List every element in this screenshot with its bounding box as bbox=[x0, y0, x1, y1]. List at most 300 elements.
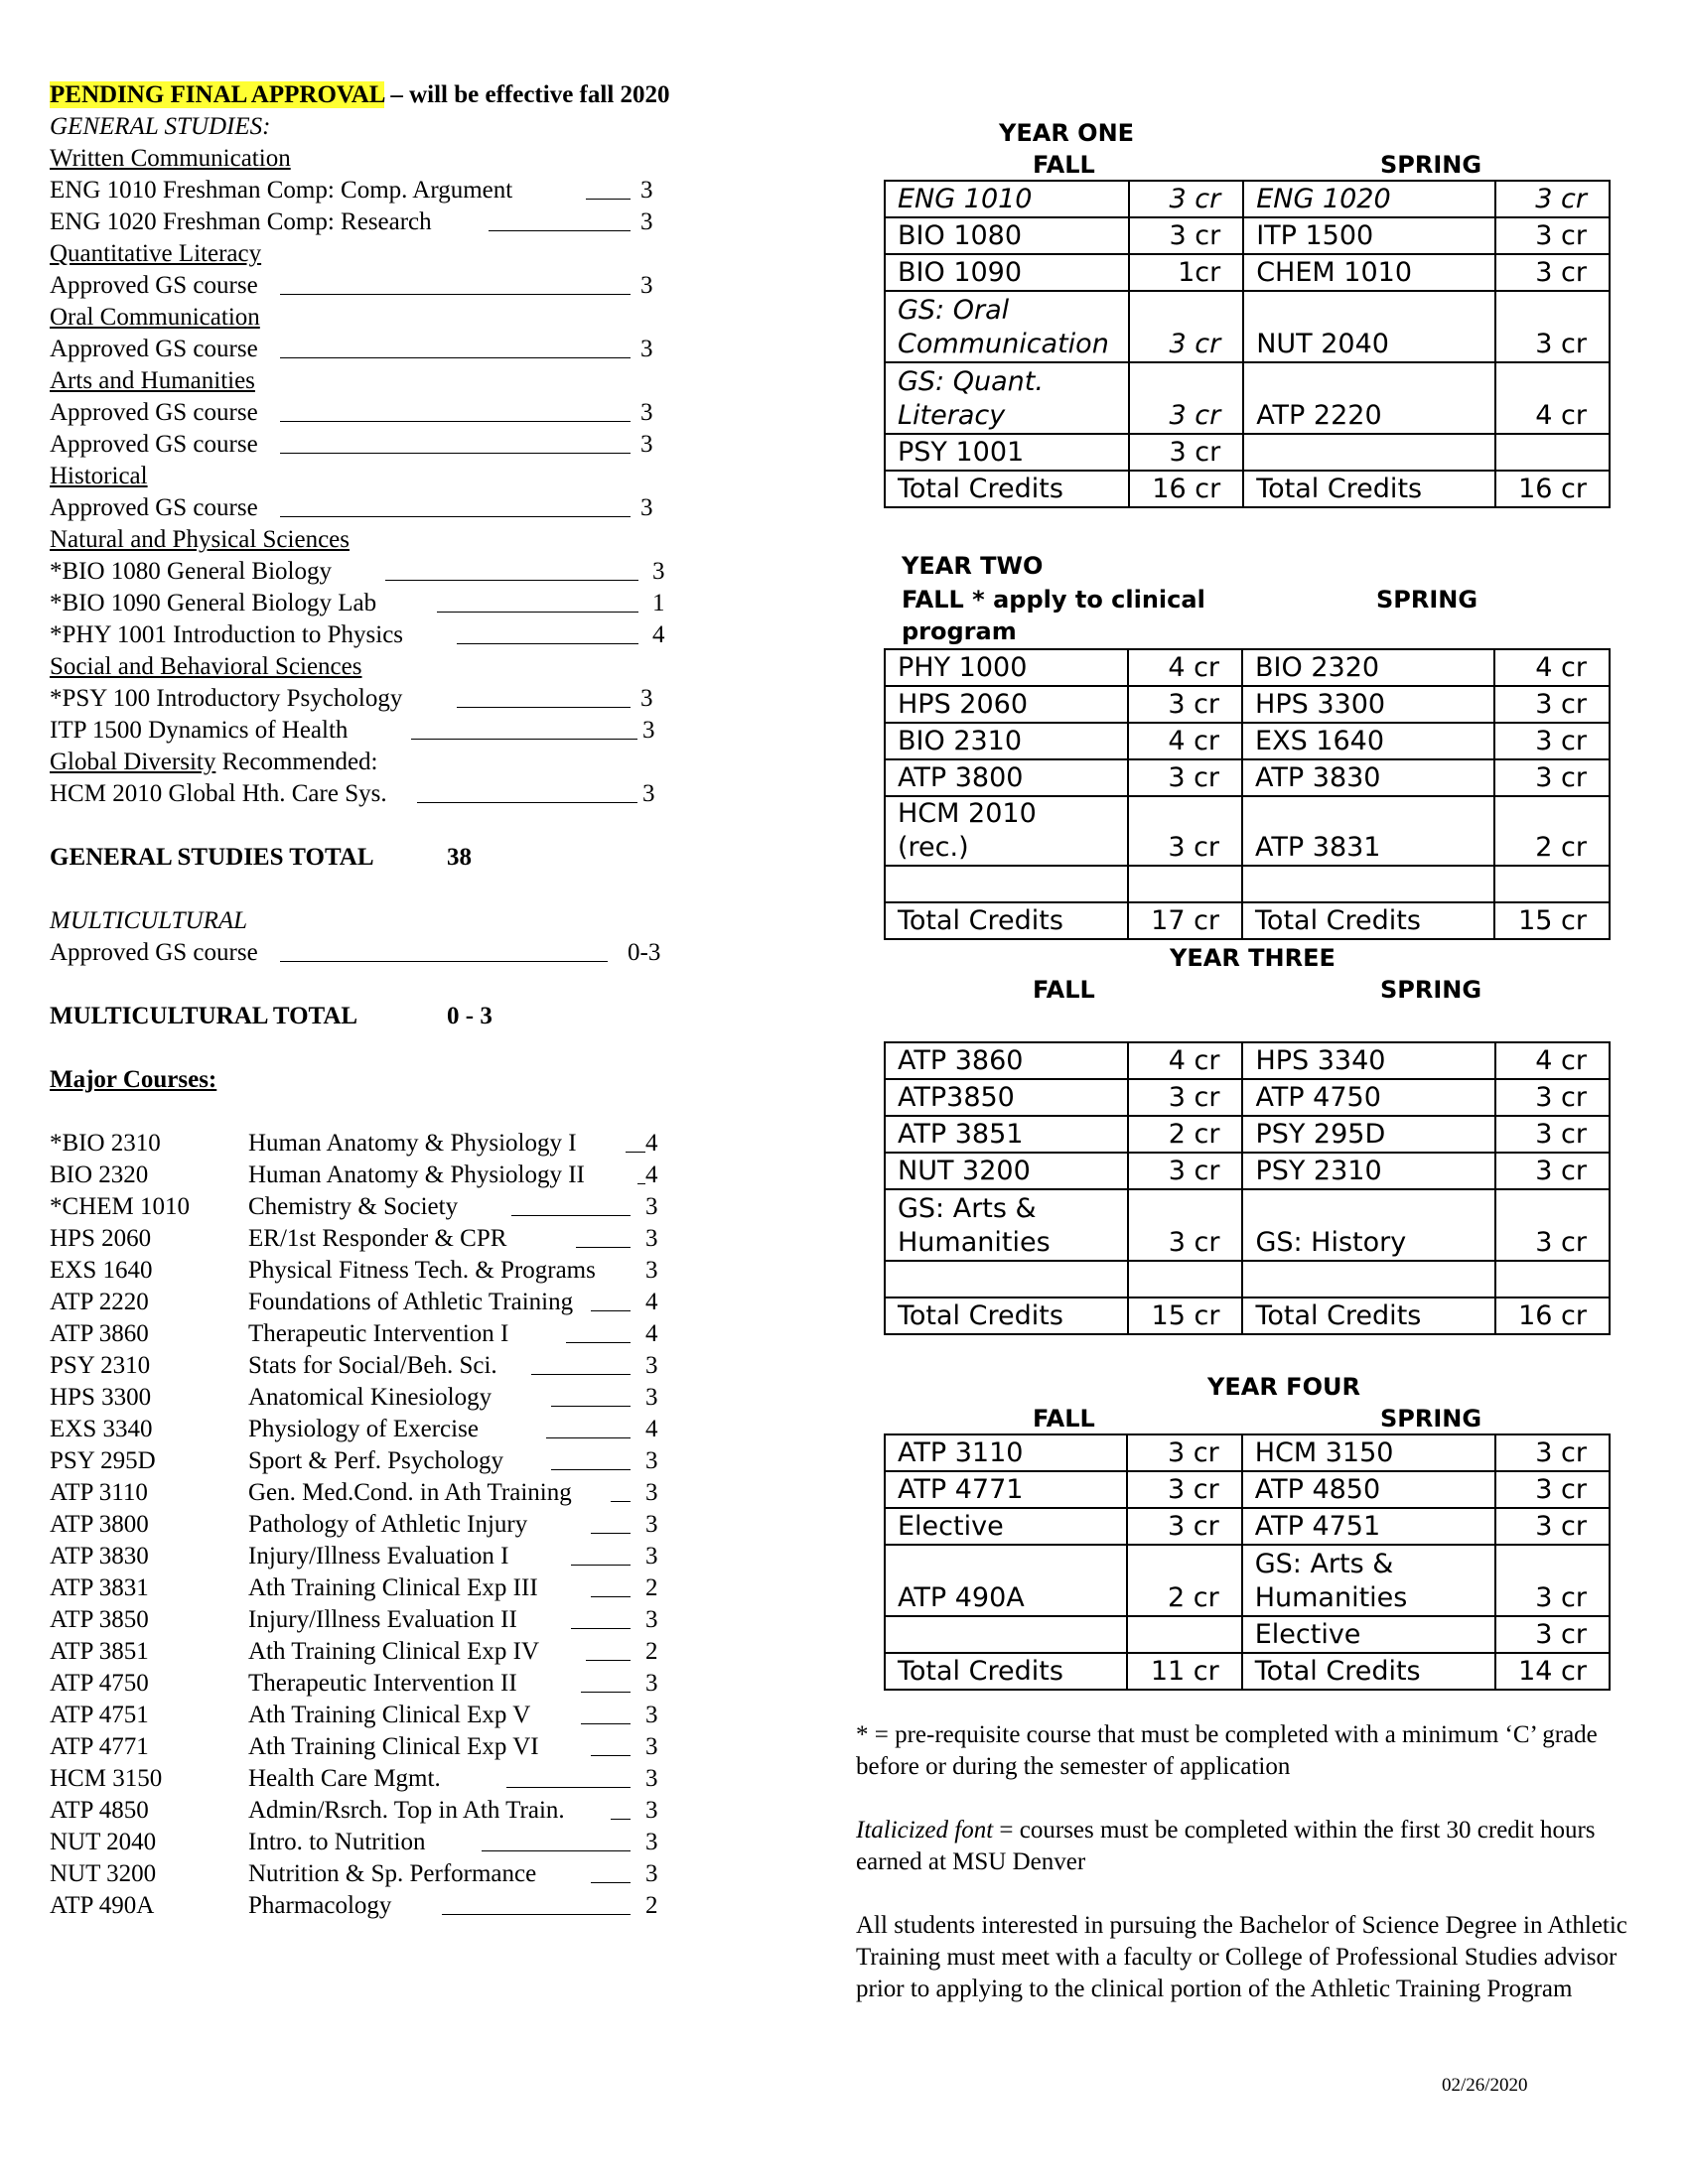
table-cell: 4 cr bbox=[1128, 723, 1242, 759]
course-code: HPS 2060 bbox=[50, 1225, 152, 1252]
major-courses-list bbox=[50, 1128, 685, 1922]
table-cell: ENG 1020 bbox=[1243, 181, 1495, 217]
course-credit: 3 bbox=[645, 1829, 658, 1855]
table-row bbox=[885, 1471, 1610, 1508]
year-one-spring-label: SPRING bbox=[1380, 151, 1482, 179]
table-cell: 3 cr bbox=[1128, 1189, 1242, 1261]
table-cell: 3 cr bbox=[1129, 217, 1243, 254]
table-row bbox=[885, 362, 1610, 434]
gs-course-name: ITP 1500 Dynamics of Health bbox=[50, 717, 349, 744]
table-cell: Elective bbox=[1242, 1616, 1495, 1653]
table-cell: ATP 4750 bbox=[1242, 1079, 1494, 1116]
major-course-row bbox=[50, 1287, 685, 1318]
table-cell bbox=[1128, 866, 1242, 902]
total-row bbox=[885, 1653, 1610, 1690]
year-one-title: YEAR ONE bbox=[999, 119, 1135, 147]
course-code: ATP 4850 bbox=[50, 1797, 149, 1824]
gs-course-name: *PSY 100 Introductory Psychology bbox=[50, 685, 403, 712]
gs-category-label: Arts and Humanities bbox=[50, 367, 255, 394]
course-title: Ath Training Clinical Exp VI bbox=[248, 1733, 539, 1760]
course-code: ATP 3830 bbox=[50, 1543, 149, 1570]
gs-category-label: Written Communication bbox=[50, 145, 291, 172]
year-two-spring-label: SPRING bbox=[1376, 586, 1478, 614]
course-credit: 4 bbox=[645, 1130, 658, 1157]
course-code: HPS 3300 bbox=[50, 1384, 152, 1411]
table-cell: HCM 2010 (rec.) bbox=[885, 796, 1128, 866]
prerequisite-note: * = pre-requisite course that must be completed with a minimum ‘C’ grade before or during the semester of application bbox=[856, 1721, 1598, 1780]
total-value: 0 - 3 bbox=[447, 1003, 492, 1029]
course-title: Physical Fitness Tech. & Programs bbox=[248, 1257, 596, 1284]
gs-course-row bbox=[50, 715, 665, 747]
gs-course-name: *PHY 1001 Introduction to Physics bbox=[50, 621, 404, 648]
table-cell: 3 cr bbox=[1129, 181, 1243, 217]
italic-font-text: = courses must be completed within the first 30 credit hours earned at MSU Denver bbox=[856, 1817, 1596, 1875]
course-code: HCM 3150 bbox=[50, 1765, 163, 1792]
course-credit: 3 bbox=[645, 1860, 658, 1887]
course-title: Therapeutic Intervention II bbox=[248, 1670, 517, 1697]
course-title: Pharmacology bbox=[248, 1892, 392, 1919]
table-cell: 3 cr bbox=[1127, 1508, 1241, 1545]
course-code: PSY 2310 bbox=[50, 1352, 151, 1379]
year-four-title: YEAR FOUR bbox=[1207, 1373, 1360, 1401]
table-cell: BIO 1080 bbox=[885, 217, 1129, 254]
table-cell: 3 cr bbox=[1495, 1434, 1610, 1471]
course-credit: 3 bbox=[645, 1733, 658, 1760]
document-date: 02/26/2020 bbox=[1442, 2075, 1528, 2096]
table-cell: ATP3850 bbox=[885, 1079, 1128, 1116]
gs-course-name: Approved GS course bbox=[50, 272, 258, 299]
table-cell: ATP 4771 bbox=[885, 1471, 1127, 1508]
year-two-title: YEAR TWO bbox=[902, 552, 1044, 580]
table-cell: 3 cr bbox=[1129, 291, 1243, 362]
gs-course-row bbox=[50, 588, 665, 619]
year-four-fall-label: FALL bbox=[1033, 1405, 1095, 1433]
course-credit: 2 bbox=[645, 1892, 658, 1919]
course-code: ATP 4751 bbox=[50, 1702, 149, 1728]
table-cell: ATP 4751 bbox=[1242, 1508, 1495, 1545]
table-cell: Elective bbox=[885, 1508, 1127, 1545]
major-course-row bbox=[50, 1858, 685, 1890]
year-three-fall-label: FALL bbox=[1033, 976, 1095, 1004]
course-code: EXS 3340 bbox=[50, 1416, 153, 1442]
course-title: Human Anatomy & Physiology I bbox=[248, 1130, 577, 1157]
table-cell bbox=[885, 866, 1128, 902]
table-cell: 3 cr bbox=[1129, 362, 1243, 434]
major-course-row bbox=[50, 1890, 685, 1922]
table-cell: GS: Oral Communication bbox=[885, 291, 1129, 362]
table-cell: 3 cr bbox=[1494, 686, 1610, 723]
total-row bbox=[885, 471, 1610, 507]
table-cell: ATP 490A bbox=[885, 1545, 1127, 1616]
table-cell bbox=[1242, 1261, 1494, 1297]
gs-course-credit: 3 bbox=[640, 431, 653, 458]
gs-course-credit: 3 bbox=[640, 272, 653, 299]
table-cell bbox=[1495, 1261, 1610, 1297]
course-credit: 3 bbox=[645, 1352, 658, 1379]
course-title: Therapeutic Intervention I bbox=[248, 1320, 509, 1347]
course-code: NUT 2040 bbox=[50, 1829, 157, 1855]
table-cell: CHEM 1010 bbox=[1243, 254, 1495, 291]
table-cell: 3 cr bbox=[1495, 1116, 1610, 1153]
table-row bbox=[885, 1116, 1610, 1153]
course-code: ATP 3110 bbox=[50, 1479, 148, 1506]
table-cell: Total Credits bbox=[885, 1297, 1128, 1334]
table-cell: ITP 1500 bbox=[1243, 217, 1495, 254]
gs-course-row bbox=[50, 429, 665, 461]
table-row bbox=[885, 1508, 1610, 1545]
table-cell: PHY 1000 bbox=[885, 649, 1128, 686]
table-cell bbox=[885, 1261, 1128, 1297]
table-row bbox=[885, 1261, 1610, 1297]
gs-course-row bbox=[50, 206, 665, 238]
year-two-table bbox=[884, 648, 1611, 940]
course-credit: 3 bbox=[645, 1384, 658, 1411]
table-cell: NUT 3200 bbox=[885, 1153, 1128, 1189]
gs-category-label: Oral Communication bbox=[50, 304, 260, 331]
multicultural-course-row bbox=[50, 937, 665, 969]
table-row bbox=[885, 723, 1610, 759]
course-title: Foundations of Athletic Training bbox=[248, 1289, 574, 1315]
gs-course-credit: 4 bbox=[652, 621, 665, 648]
gs-category-label: Social and Behavioral Sciences bbox=[50, 653, 362, 680]
table-cell: Total Credits bbox=[1242, 1653, 1495, 1690]
table-cell: Total Credits bbox=[885, 471, 1129, 507]
major-course-row bbox=[50, 1191, 685, 1223]
table-cell: HPS 3300 bbox=[1242, 686, 1494, 723]
table-cell: GS: Arts & Humanities bbox=[1242, 1545, 1495, 1616]
major-course-row bbox=[50, 1636, 685, 1668]
course-code: BIO 2320 bbox=[50, 1161, 149, 1188]
course-code: *BIO 2310 bbox=[50, 1130, 161, 1157]
major-course-row bbox=[50, 1509, 685, 1541]
gs-course-name: Approved GS course bbox=[50, 336, 258, 362]
multicultural-total bbox=[50, 1001, 685, 1032]
course-title: ER/1st Responder & CPR bbox=[248, 1225, 507, 1252]
table-cell: ATP 3830 bbox=[1242, 759, 1494, 796]
table-cell: HCM 3150 bbox=[1242, 1434, 1495, 1471]
course-title: Sport & Perf. Psychology bbox=[248, 1447, 503, 1474]
gs-course-name: Approved GS course bbox=[50, 494, 258, 521]
course-code: ATP 3860 bbox=[50, 1320, 149, 1347]
gs-course-credit: 1 bbox=[652, 590, 665, 616]
gs-course-credit: 3 bbox=[640, 685, 653, 712]
table-cell: 2 cr bbox=[1494, 796, 1610, 866]
course-title: Nutrition & Sp. Performance bbox=[248, 1860, 537, 1887]
table-cell: 3 cr bbox=[1495, 254, 1610, 291]
major-courses-heading: Major Courses: bbox=[50, 1066, 217, 1093]
table-cell: 3 cr bbox=[1127, 1471, 1241, 1508]
table-cell: 15 cr bbox=[1128, 1297, 1242, 1334]
advisor-note: All students interested in pursuing the Bachelor of Science Degree in Athletic Training must meet with a faculty or College of Professional Studies advisor prior to applying to the clinical portion of the Athletic Training Program bbox=[856, 1912, 1627, 2002]
major-course-row bbox=[50, 1795, 685, 1827]
table-cell: 3 cr bbox=[1495, 1153, 1610, 1189]
course-code: ATP 3831 bbox=[50, 1574, 149, 1601]
total-label: MULTICULTURAL TOTAL bbox=[50, 1003, 358, 1029]
table-cell: PSY 295D bbox=[1242, 1116, 1494, 1153]
course-title: Admin/Rsrch. Top in Ath Train. bbox=[248, 1797, 565, 1824]
table-cell: 3 cr bbox=[1128, 759, 1242, 796]
gs-course-credit: 3 bbox=[640, 336, 653, 362]
gs-course-row bbox=[50, 619, 665, 651]
table-cell: HPS 2060 bbox=[885, 686, 1128, 723]
course-code: ATP 3800 bbox=[50, 1511, 149, 1538]
course-title: Health Care Mgmt. bbox=[248, 1765, 441, 1792]
table-cell: ATP 3110 bbox=[885, 1434, 1127, 1471]
table-cell: 16 cr bbox=[1129, 471, 1243, 507]
table-cell: HPS 3340 bbox=[1242, 1042, 1494, 1079]
table-cell: GS: History bbox=[1242, 1189, 1494, 1261]
year-three-title: YEAR THREE bbox=[1170, 944, 1336, 972]
course-credit: 3 bbox=[645, 1225, 658, 1252]
course-title: Ath Training Clinical Exp IV bbox=[248, 1638, 540, 1665]
course-credit: 4 bbox=[645, 1161, 658, 1188]
table-cell: 3 cr bbox=[1495, 1616, 1610, 1653]
table-cell: Total Credits bbox=[1242, 1297, 1494, 1334]
table-cell: ATP 3851 bbox=[885, 1116, 1128, 1153]
gs-category-label: Historical bbox=[50, 463, 148, 489]
course-title: Physiology of Exercise bbox=[248, 1416, 479, 1442]
course-title: Pathology of Athletic Injury bbox=[248, 1511, 528, 1538]
major-course-row bbox=[50, 1604, 685, 1636]
table-cell: ATP 3800 bbox=[885, 759, 1128, 796]
gs-course-credit: 3 bbox=[642, 717, 655, 744]
table-cell: ENG 1010 bbox=[885, 181, 1129, 217]
major-course-row bbox=[50, 1700, 685, 1731]
table-cell: 1cr bbox=[1129, 254, 1243, 291]
table-cell: 3 cr bbox=[1129, 434, 1243, 471]
gs-course-credit: 0-3 bbox=[628, 939, 661, 966]
table-cell: 11 cr bbox=[1127, 1653, 1241, 1690]
major-course-row bbox=[50, 1763, 685, 1795]
table-cell: EXS 1640 bbox=[1242, 723, 1494, 759]
course-code: ATP 4750 bbox=[50, 1670, 149, 1697]
table-cell: 4 cr bbox=[1495, 362, 1610, 434]
gs-course-row bbox=[50, 683, 665, 715]
table-cell: 3 cr bbox=[1494, 759, 1610, 796]
gs-category-label: Global Diversity bbox=[50, 749, 216, 775]
course-credit: 3 bbox=[645, 1670, 658, 1697]
table-cell: 3 cr bbox=[1495, 1508, 1610, 1545]
table-cell: GS: Arts & Humanities bbox=[885, 1189, 1128, 1261]
course-credit: 3 bbox=[645, 1257, 658, 1284]
table-cell: 3 cr bbox=[1495, 1079, 1610, 1116]
course-credit: 2 bbox=[645, 1638, 658, 1665]
table-cell bbox=[1128, 1261, 1242, 1297]
course-code: NUT 3200 bbox=[50, 1860, 157, 1887]
table-cell: ATP 3831 bbox=[1242, 796, 1494, 866]
table-cell: 4 cr bbox=[1494, 649, 1610, 686]
table-cell bbox=[885, 1616, 1127, 1653]
gs-course-credit: 3 bbox=[640, 208, 653, 235]
course-credit: 3 bbox=[645, 1511, 658, 1538]
course-code: ATP 3851 bbox=[50, 1638, 149, 1665]
gs-course-credit: 3 bbox=[640, 399, 653, 426]
gs-category-label: Natural and Physical Sciences bbox=[50, 526, 350, 553]
general-studies-heading: GENERAL STUDIES: bbox=[50, 113, 271, 140]
gs-category-label: Quantitative Literacy bbox=[50, 240, 262, 267]
total-label: GENERAL STUDIES TOTAL bbox=[50, 844, 374, 871]
table-cell: 3 cr bbox=[1128, 686, 1242, 723]
table-cell bbox=[1243, 434, 1495, 471]
major-course-row bbox=[50, 1477, 685, 1509]
course-code: ATP 4771 bbox=[50, 1733, 149, 1760]
table-cell: 3 cr bbox=[1495, 217, 1610, 254]
table-cell: Total Credits bbox=[885, 902, 1128, 939]
course-credit: 3 bbox=[645, 1193, 658, 1220]
table-row bbox=[885, 1079, 1610, 1116]
table-cell: 2 cr bbox=[1128, 1116, 1242, 1153]
table-cell: 4 cr bbox=[1495, 1042, 1610, 1079]
year-one-table bbox=[884, 180, 1611, 508]
table-cell: 4 cr bbox=[1128, 649, 1242, 686]
table-row bbox=[885, 1189, 1610, 1261]
table-row bbox=[885, 1042, 1610, 1079]
gs-course-name: *BIO 1080 General Biology bbox=[50, 558, 332, 585]
multicultural-heading: MULTICULTURAL bbox=[50, 907, 248, 934]
table-cell: Total Credits bbox=[885, 1653, 1127, 1690]
pending-approval-label: PENDING FINAL APPROVAL bbox=[50, 81, 385, 108]
course-title: Ath Training Clinical Exp III bbox=[248, 1574, 538, 1601]
course-code: ATP 2220 bbox=[50, 1289, 149, 1315]
major-course-row bbox=[50, 1541, 685, 1572]
table-cell: 15 cr bbox=[1494, 902, 1610, 939]
course-code: ATP 3850 bbox=[50, 1606, 149, 1633]
course-title: Intro. to Nutrition bbox=[248, 1829, 426, 1855]
table-cell: 2 cr bbox=[1127, 1545, 1241, 1616]
course-title: Ath Training Clinical Exp V bbox=[248, 1702, 531, 1728]
gs-course-credit: 3 bbox=[642, 780, 655, 807]
course-credit: 3 bbox=[645, 1479, 658, 1506]
table-cell: GS: Quant. Literacy bbox=[885, 362, 1129, 434]
table-cell: Total Credits bbox=[1242, 902, 1494, 939]
gs-course-name: Approved GS course bbox=[50, 431, 258, 458]
gs-course-credit: 3 bbox=[652, 558, 665, 585]
table-cell: 3 cr bbox=[1495, 1471, 1610, 1508]
gs-course-name: ENG 1010 Freshman Comp: Comp. Argument bbox=[50, 177, 513, 204]
major-course-row bbox=[50, 1350, 685, 1382]
table-cell: 3 cr bbox=[1495, 1189, 1610, 1261]
global-diversity-line bbox=[50, 747, 685, 778]
table-cell: ATP 3860 bbox=[885, 1042, 1128, 1079]
major-course-row bbox=[50, 1827, 685, 1858]
course-title: Injury/Illness Evaluation I bbox=[248, 1543, 509, 1570]
table-cell: Total Credits bbox=[1243, 471, 1495, 507]
course-credit: 3 bbox=[645, 1797, 658, 1824]
table-row bbox=[885, 434, 1610, 471]
table-cell: ATP 2220 bbox=[1243, 362, 1495, 434]
table-cell: 3 cr bbox=[1495, 291, 1610, 362]
table-row bbox=[885, 1153, 1610, 1189]
major-course-row bbox=[50, 1445, 685, 1477]
course-title: Anatomical Kinesiology bbox=[248, 1384, 492, 1411]
table-cell: BIO 2310 bbox=[885, 723, 1128, 759]
gs-course-row bbox=[50, 270, 665, 302]
year-three-table bbox=[884, 1041, 1611, 1335]
table-cell: 3 cr bbox=[1494, 723, 1610, 759]
gs-course-name: Approved GS course bbox=[50, 939, 258, 966]
general-studies-list bbox=[50, 143, 685, 810]
major-course-row bbox=[50, 1382, 685, 1414]
total-value: 38 bbox=[447, 844, 472, 871]
table-row bbox=[885, 181, 1610, 217]
table-cell: 16 cr bbox=[1495, 1297, 1610, 1334]
table-cell bbox=[1494, 866, 1610, 902]
course-credit: 2 bbox=[645, 1574, 658, 1601]
major-course-row bbox=[50, 1255, 685, 1287]
general-studies-total bbox=[50, 842, 685, 874]
effective-note: – will be effective fall 2020 bbox=[384, 81, 670, 108]
major-course-row bbox=[50, 1160, 685, 1191]
total-row bbox=[885, 902, 1610, 939]
gs-course-name: Approved GS course bbox=[50, 399, 258, 426]
gs-course-row bbox=[50, 397, 665, 429]
table-cell: 3 cr bbox=[1128, 1153, 1242, 1189]
table-cell: 3 cr bbox=[1128, 1079, 1242, 1116]
table-cell: 3 cr bbox=[1495, 181, 1610, 217]
italic-font-note bbox=[856, 1815, 1630, 1878]
course-credit: 4 bbox=[645, 1289, 658, 1315]
approval-banner bbox=[50, 79, 685, 111]
table-cell: BIO 1090 bbox=[885, 254, 1129, 291]
footnotes bbox=[856, 1719, 1630, 2037]
course-title: Stats for Social/Beh. Sci. bbox=[248, 1352, 497, 1379]
course-code: *CHEM 1010 bbox=[50, 1193, 190, 1220]
table-cell: 14 cr bbox=[1495, 1653, 1610, 1690]
table-row bbox=[885, 1434, 1610, 1471]
table-cell: NUT 2040 bbox=[1243, 291, 1495, 362]
course-credit: 3 bbox=[645, 1765, 658, 1792]
table-row bbox=[885, 1616, 1610, 1653]
table-cell: ATP 4850 bbox=[1242, 1471, 1495, 1508]
gs-course-row bbox=[50, 556, 665, 588]
table-row bbox=[885, 686, 1610, 723]
course-title: Chemistry & Society bbox=[248, 1193, 459, 1220]
table-row bbox=[885, 254, 1610, 291]
table-cell bbox=[1495, 434, 1610, 471]
table-cell: 3 cr bbox=[1127, 1434, 1241, 1471]
major-course-row bbox=[50, 1414, 685, 1445]
gs-course-credit: 3 bbox=[640, 177, 653, 204]
table-cell: 4 cr bbox=[1128, 1042, 1242, 1079]
major-course-row bbox=[50, 1318, 685, 1350]
gs-course-name: HCM 2010 Global Hth. Care Sys. bbox=[50, 780, 387, 807]
table-row bbox=[885, 866, 1610, 902]
table-cell: PSY 1001 bbox=[885, 434, 1129, 471]
requirements-column bbox=[50, 79, 685, 1922]
course-credit: 3 bbox=[645, 1447, 658, 1474]
table-row bbox=[885, 649, 1610, 686]
gs-course-row bbox=[50, 492, 665, 524]
course-credit: 3 bbox=[645, 1606, 658, 1633]
table-row bbox=[885, 796, 1610, 866]
table-cell: 3 cr bbox=[1128, 796, 1242, 866]
course-title: Human Anatomy & Physiology II bbox=[248, 1161, 585, 1188]
year-four-table bbox=[884, 1433, 1611, 1691]
major-course-row bbox=[50, 1223, 685, 1255]
course-credit: 4 bbox=[645, 1320, 658, 1347]
course-credit: 3 bbox=[645, 1543, 658, 1570]
year-two-fall-note: FALL * apply to clinical program bbox=[902, 586, 1205, 645]
total-row bbox=[885, 1297, 1610, 1334]
gs-course-row bbox=[50, 175, 665, 206]
course-code: ATP 490A bbox=[50, 1892, 155, 1919]
table-cell: 16 cr bbox=[1495, 471, 1610, 507]
course-code: PSY 295D bbox=[50, 1447, 156, 1474]
gs-course-name: *BIO 1090 General Biology Lab bbox=[50, 590, 377, 616]
year-one-fall-label: FALL bbox=[1033, 151, 1095, 179]
italic-font-label: Italicized font bbox=[856, 1817, 994, 1843]
table-cell bbox=[1127, 1616, 1241, 1653]
